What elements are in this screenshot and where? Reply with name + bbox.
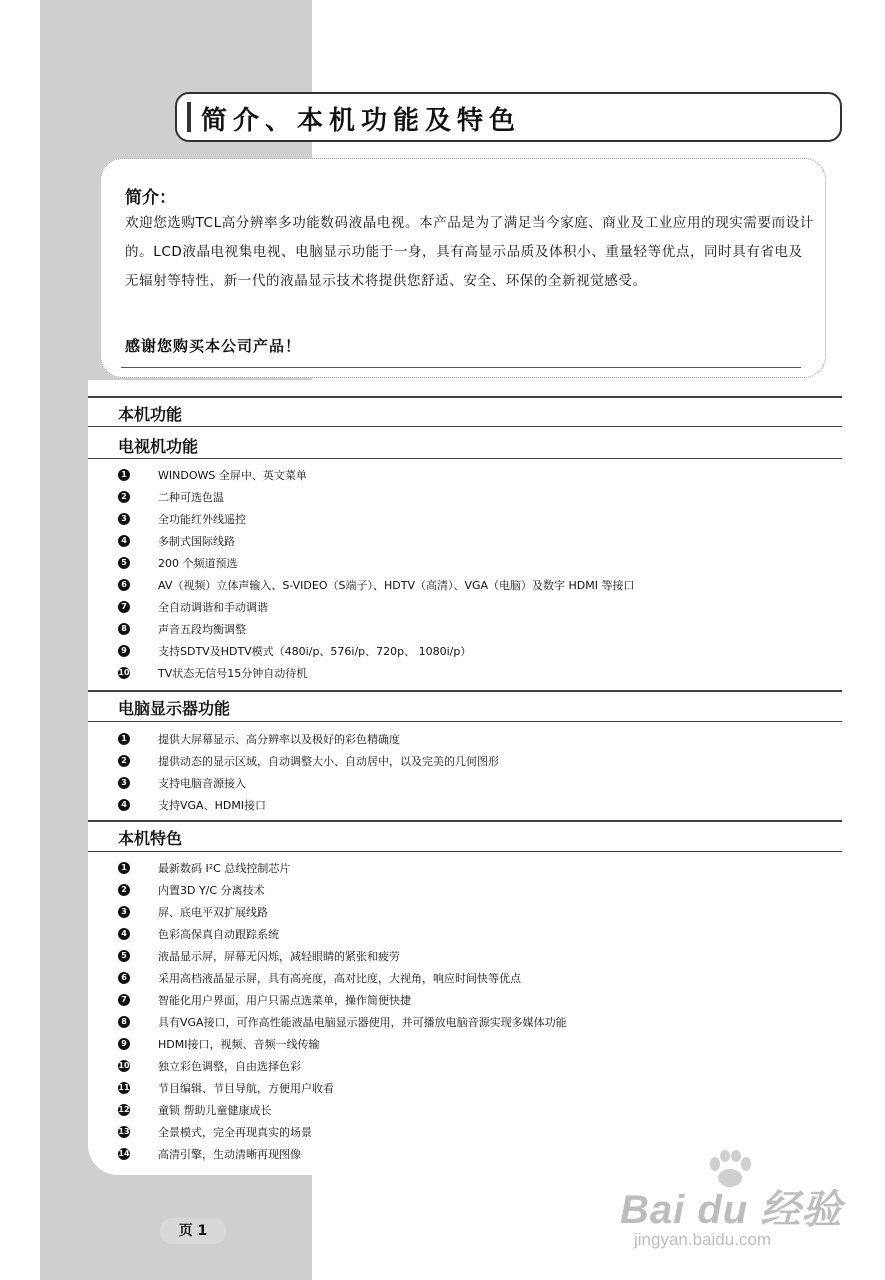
- number-bullet-icon: 7: [118, 994, 130, 1006]
- intro-thanks: 感谢您购买本公司产品！: [125, 337, 302, 355]
- list-item-text: 独立彩色调整，自由选择色彩: [158, 1060, 301, 1073]
- list-item-text: 最新数码 I²C 总线控制芯片: [158, 862, 291, 875]
- list-item-text: 高清引擎，生动清晰再现图像: [158, 1148, 301, 1161]
- number-bullet-icon: 2: [118, 491, 130, 503]
- page-title: 简介、本机功能及特色: [201, 106, 522, 136]
- number-bullet-icon: 5: [118, 557, 130, 569]
- watermark-url: jingyan.baidu.com: [634, 1230, 772, 1249]
- intro-divider: [121, 367, 801, 368]
- number-bullet-icon: 3: [118, 906, 130, 918]
- list-item-text: 提供动态的显示区域，自动调整大小、自动居中，以及完美的几何图形: [158, 755, 499, 768]
- list-item: [118, 1011, 567, 1033]
- divider: [88, 426, 842, 427]
- number-bullet-icon: 3: [118, 777, 130, 789]
- intro-heading: 简介：: [125, 188, 176, 208]
- list-item-text: HDMI接口，视频、音频一线传输: [158, 1038, 320, 1051]
- number-bullet-icon: 13: [118, 1127, 130, 1136]
- list-item-text: 内置3D Y/C 分离技术: [158, 884, 265, 897]
- list-item-text: 全景模式，完全再现真实的场景: [158, 1126, 312, 1139]
- feature-panel: [88, 380, 842, 1175]
- list-item: [118, 1099, 567, 1121]
- list-item-text: 支持电脑音源接入: [158, 777, 246, 790]
- list-item: [118, 945, 567, 967]
- title-banner: [175, 92, 842, 142]
- divider: [88, 458, 842, 459]
- list-item: [118, 1033, 567, 1055]
- list-item: [118, 750, 499, 772]
- list-item: [118, 1077, 567, 1099]
- number-bullet-icon: 9: [118, 645, 130, 657]
- divider: [88, 396, 842, 398]
- list-item: [118, 530, 635, 552]
- number-bullet-icon: 8: [118, 1016, 130, 1028]
- special-heading: 本机特色: [118, 829, 183, 848]
- list-item: [118, 640, 635, 662]
- number-bullet-icon: 4: [118, 799, 130, 811]
- divider: [88, 851, 842, 852]
- list-item: [118, 989, 567, 1011]
- list-item-text: 童锁 帮助儿童健康成长: [158, 1104, 272, 1117]
- list-item-text: AV（视频）立体声输入、S-VIDEO（S端子）、HDTV（高清）、VGA（电脑）及数字 HDMI 等接口: [158, 579, 635, 592]
- list-item: [118, 879, 567, 901]
- divider: [88, 690, 842, 692]
- list-item-text: 具有VGA接口，可作高性能液晶电脑显示器使用，并可播放电脑音源实现多媒体功能: [158, 1016, 567, 1029]
- list-item-text: 全功能红外线遥控: [158, 513, 246, 526]
- number-bullet-icon: 12: [118, 1105, 130, 1114]
- list-item: [118, 728, 499, 750]
- list-item: [118, 508, 635, 530]
- list-item-text: 屏、底电平双扩展线路: [158, 906, 268, 919]
- page-number: 页 1: [160, 1218, 226, 1244]
- intro-body: 欢迎您选购TCL高分辨率多功能数码液晶电视。本产品是为了满足当今家庭、商业及工业应用的现实需要而设计的。LCD液晶电视集电视、电脑显示功能于一身，具有高显示品质及体积小、重量轻等优点，同时具有省电及无辐射等特性，新一代的液晶显示技术将提供您舒适、安全、环保的全新视觉感受。: [125, 215, 814, 289]
- number-bullet-icon: 9: [118, 1038, 130, 1050]
- number-bullet-icon: 11: [118, 1083, 130, 1092]
- number-bullet-icon: 10: [118, 1061, 130, 1070]
- list-item: [118, 772, 499, 794]
- number-bullet-icon: 2: [118, 884, 130, 896]
- list-item-text: 200 个频道预选: [158, 557, 238, 570]
- list-item: [118, 857, 567, 879]
- number-bullet-icon: 1: [118, 469, 130, 481]
- special-feature-list: [118, 857, 567, 1165]
- list-item: [118, 552, 635, 574]
- number-bullet-icon: 1: [118, 733, 130, 745]
- number-bullet-icon: 2: [118, 755, 130, 767]
- list-item-text: 采用高档液晶显示屏，具有高亮度，高对比度，大视角，响应时间快等优点: [158, 972, 521, 985]
- list-item-text: TV状态无信号15分钟自动待机: [158, 667, 308, 680]
- list-item-text: 二种可选色温: [158, 491, 224, 504]
- number-bullet-icon: 5: [118, 950, 130, 962]
- number-bullet-icon: 1: [118, 862, 130, 874]
- number-bullet-icon: 14: [118, 1149, 130, 1158]
- number-bullet-icon: 10: [118, 668, 130, 677]
- divider: [88, 820, 842, 822]
- list-item: [118, 574, 635, 596]
- number-bullet-icon: 6: [118, 972, 130, 984]
- number-bullet-icon: 3: [118, 513, 130, 525]
- list-item: [118, 1121, 567, 1143]
- watermark-brand: Bai du 经验: [620, 1188, 843, 1232]
- list-item-text: 多制式国际线路: [158, 535, 235, 548]
- number-bullet-icon: 6: [118, 579, 130, 591]
- list-item-text: WINDOWS 全屏中、英文菜单: [158, 469, 307, 482]
- list-item: [118, 464, 635, 486]
- list-item: [118, 901, 567, 923]
- title-bar-mark: [187, 102, 191, 132]
- list-item: [118, 794, 499, 816]
- tv-feature-list: [118, 464, 635, 684]
- intro-panel: [100, 158, 826, 378]
- list-item: [118, 596, 635, 618]
- list-item-text: 智能化用户界面，用户只需点选菜单，操作简便快捷: [158, 994, 411, 1007]
- list-item-text: 色彩高保真自动跟踪系统: [158, 928, 279, 941]
- number-bullet-icon: 8: [118, 623, 130, 635]
- list-item-text: 声音五段均衡调整: [158, 623, 246, 636]
- number-bullet-icon: 7: [118, 601, 130, 613]
- list-item-text: 支持SDTV及HDTV模式（480i/p、576i/p、720p、 1080i/p）: [158, 645, 472, 658]
- list-item: [118, 662, 635, 684]
- list-item-text: 全自动调谐和手动调谐: [158, 601, 268, 614]
- list-item: [118, 967, 567, 989]
- pc-feature-list: [118, 728, 499, 816]
- list-item-text: 提供大屏幕显示、高分辨率以及极好的彩色精确度: [158, 733, 400, 746]
- number-bullet-icon: 4: [118, 535, 130, 547]
- features-heading: 本机功能: [118, 405, 183, 424]
- list-item: [118, 1143, 567, 1165]
- list-item: [118, 486, 635, 508]
- list-item: [118, 923, 567, 945]
- list-item-text: 液晶显示屏，屏幕无闪烁，减轻眼睛的紧张和疲劳: [158, 950, 400, 963]
- list-item-text: 节目编辑、节目导航，方便用户收看: [158, 1082, 334, 1095]
- list-item: [118, 1055, 567, 1077]
- list-item: [118, 618, 635, 640]
- divider: [88, 721, 842, 722]
- tv-heading: 电视机功能: [118, 437, 199, 456]
- number-bullet-icon: 4: [118, 928, 130, 940]
- pc-heading: 电脑显示器功能: [118, 699, 231, 718]
- list-item-text: 支持VGA、HDMI接口: [158, 799, 267, 812]
